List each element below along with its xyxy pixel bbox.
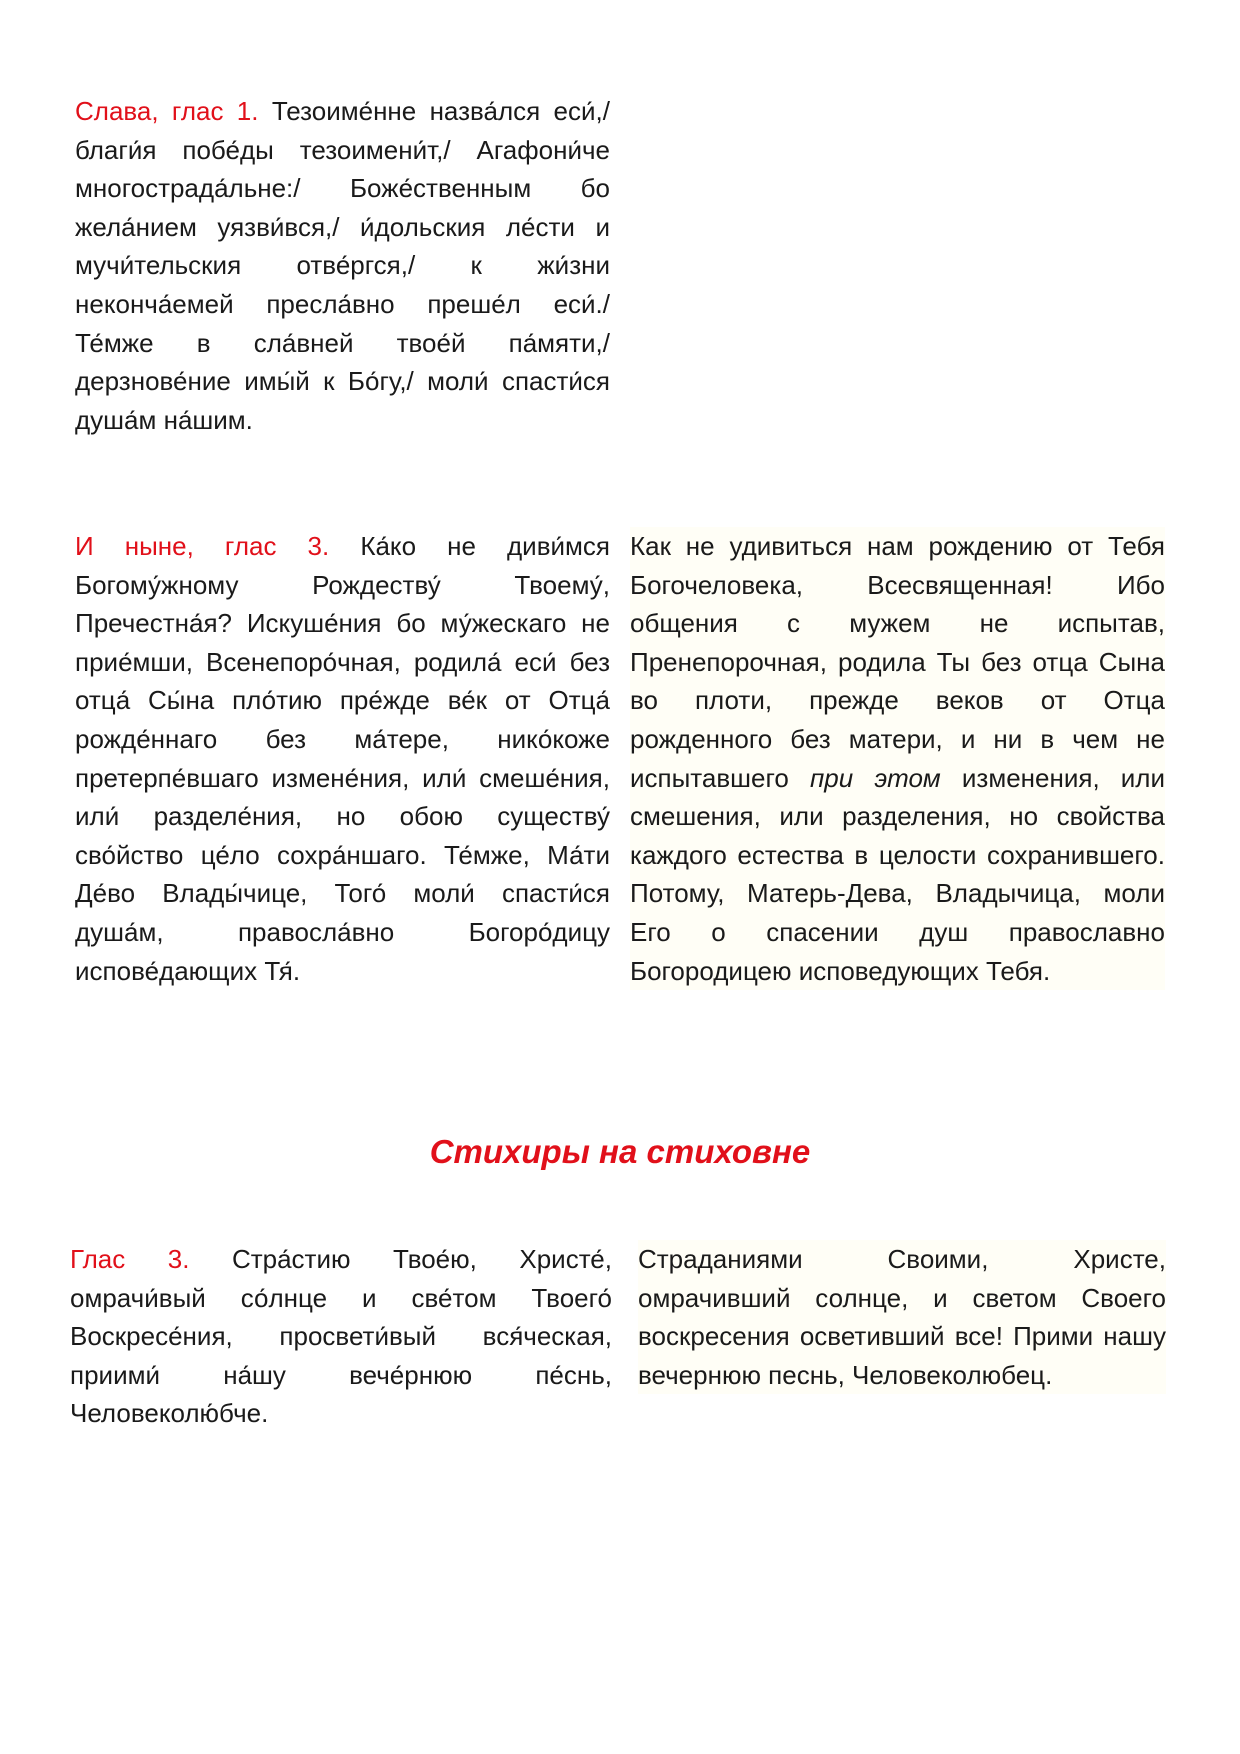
theotokion-church-slavonic [75, 527, 610, 990]
aposticha-russian-translation [638, 1240, 1166, 1394]
aposticha-church-slavonic [70, 1240, 612, 1433]
slava-rubric: Слава, глас 1. [75, 96, 259, 126]
glas3-translation-text: Страданиями Своими, Христе, омрачивший солнце, и светом Своего воскресения осветивший все! Прими нашу вечернюю песнь, Человеколюбец. [638, 1244, 1166, 1390]
nyne-translation-text-before: Как не удивиться нам рождению от Тебя Богочеловека, Всесвященная! Ибо общения с мужем не испытав, Пренепорочная, родила Ты без отца Сына во плоти, прежде веков от Отца рожденного без матери, и ни в чем не испытавшего [630, 531, 1165, 793]
slava-stichera [75, 92, 610, 439]
slava-text: Тезоиме́нне назва́лся еси́,/ благи́я побе́ды тезоимени́т,/ Агафони́че многострада́льне:/ Боже́ственным бо жела́нием уязви́вся,/ и́дольския ле́сти и мучи́тельския отве́ргся,/ к жи́зни неконча́емей пресла́вно преше́л еси́./ Те́мже в сла́вней твое́й па́мяти,/ дерзнове́ние имы́й к Бо́гу,/ моли́ спасти́ся душа́м на́шим. [75, 96, 610, 435]
nyne-rubric: И ныне, глас 3. [75, 531, 330, 561]
nyne-translation-text-after: изменения, или смешения, или разделения, но свойства каждого естества в целости сохранившего. Потому, Матерь-Дева, Владычица, моли Его о спасении душ православно Богородицею исповедующих Тебя. [630, 762, 1165, 986]
nyne-text: Ка́ко не диви́мся Богому́жному Рождеству́ Твоему́, Пречестна́я? Искуше́ния бо му́жескаго не прие́мши, Всенепоро́чная, родила́ еси́ без отца́ Сы́на пло́тию пре́жде ве́к от Отца́ рожде́ннаго без ма́тере, нико́коже претерпе́вшаго измене́ния, или́ смеше́ния, или́ разделе́ния, но обою существу́ сво́йство це́ло сохра́ншаго. Те́мже, Ма́ти Де́во Влады́чице, Того́ моли́ спасти́ся душа́м, правосла́вно Богоро́дицу испове́дающих Тя́. [75, 531, 610, 986]
glas3-rubric: Глас 3. [70, 1244, 190, 1274]
nyne-translation-emphasis: при этом [809, 762, 941, 793]
section-heading: Стихиры на стиховне [429, 1133, 811, 1170]
theotokion-russian-translation [630, 527, 1165, 990]
glas3-text: Стра́стию Твое́ю, Христе́, омрачи́вый со́лнце и све́том Твоего́ Воскресе́ния, просвети́вый вся́ческая, приими́ на́шу вече́рнюю пе́снь, Человеколю́бче. [70, 1244, 612, 1429]
